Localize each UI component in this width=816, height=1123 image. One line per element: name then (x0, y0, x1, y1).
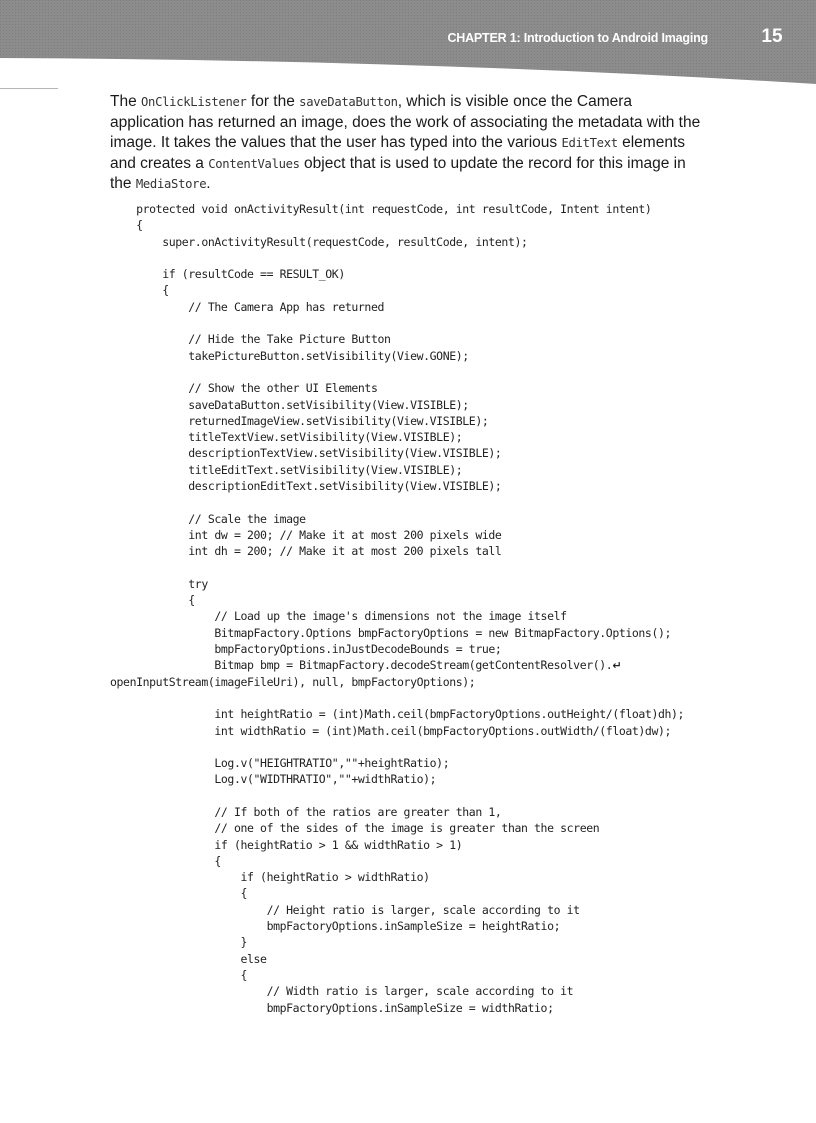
code-line: { (110, 967, 247, 982)
code-line: { (110, 853, 221, 868)
chapter-title: CHAPTER 1: Introduction to Android Imaging (447, 31, 708, 45)
paragraph-line (110, 154, 710, 175)
intro-paragraph (110, 92, 710, 195)
text-run: , which is visible once the Camera (397, 93, 633, 110)
code-line: // Scale the image (110, 511, 306, 526)
code-line: titleEditText.setVisibility(View.VISIBLE); (110, 462, 463, 477)
code-line (110, 739, 800, 755)
page-number: 15 (761, 26, 783, 47)
code-line (110, 494, 800, 510)
code-line: // Load up the image's dimensions not the image itself (110, 609, 567, 624)
code-line: int dw = 200; // Make it at most 200 pixels wide (110, 527, 502, 542)
code-listing (110, 201, 800, 1016)
text-run: . (206, 175, 211, 192)
code-line: takePictureButton.setVisibility(View.GONE); (110, 348, 469, 363)
code-line: // Show the other UI Elements (110, 381, 378, 396)
code-line: BitmapFactory.Options bmpFactoryOptions = new BitmapFactory.Options(); (110, 625, 672, 640)
text-run: The (110, 93, 142, 110)
code-line: titleTextView.setVisibility(View.VISIBLE); (110, 430, 463, 445)
paragraph-line (110, 174, 710, 195)
code-line: { (110, 886, 247, 901)
paragraph-line (110, 92, 710, 113)
code-line: int dh = 200; // Make it at most 200 pixels tall (110, 544, 502, 559)
code-line: Log.v("HEIGHTRATIO",""+heightRatio); (110, 756, 450, 771)
code-line: int widthRatio = (int)Math.ceil(bmpFactoryOptions.outWidth/(float)dw); (110, 723, 672, 738)
code-line: // If both of the ratios are greater than 1, (110, 804, 502, 819)
code-line (110, 690, 800, 706)
inline-code: EditText (561, 136, 618, 150)
code-line (110, 788, 800, 804)
inline-code: saveDataButton (299, 95, 398, 109)
text-run: and creates a (110, 154, 209, 172)
code-line: // Width ratio is larger, scale according to it (110, 984, 574, 999)
code-line: super.onActivityResult(requestCode, resultCode, intent); (110, 234, 528, 249)
code-line: // Height ratio is larger, scale according to it (110, 902, 580, 917)
text-run: the (110, 175, 136, 192)
text-run: for the (246, 93, 300, 110)
text-run: image. It takes the values that the user has typed into the various (110, 134, 562, 151)
code-line: bmpFactoryOptions.inJustDecodeBounds = true; (110, 642, 502, 657)
paragraph-line: application has returned an image, does the work of associating the metadata with the (110, 113, 701, 131)
code-line: openInputStream(imageFileUri), null, bmpFactoryOptions); (110, 674, 476, 689)
code-line: } (110, 935, 247, 950)
code-line (110, 250, 800, 266)
code-line: try (110, 576, 208, 591)
code-line: { (110, 218, 143, 233)
code-line: bmpFactoryOptions.inSampleSize = heightRatio; (110, 919, 561, 934)
code-line: descriptionEditText.setVisibility(View.VISIBLE); (110, 479, 502, 494)
text-run: elements (617, 134, 685, 151)
code-line: returnedImageView.setVisibility(View.VISIBLE); (110, 413, 489, 428)
code-line (110, 315, 800, 331)
margin-rule (0, 88, 58, 89)
code-line: else (110, 951, 267, 966)
paragraph-line (110, 133, 710, 154)
code-line: descriptionTextView.setVisibility(View.VISIBLE); (110, 446, 502, 461)
code-line: bmpFactoryOptions.inSampleSize = widthRatio; (110, 1000, 554, 1015)
code-line (110, 364, 800, 380)
code-line: { (110, 283, 169, 298)
code-line: // one of the sides of the image is greater than the screen (110, 821, 600, 836)
inline-code: OnClickListener (141, 95, 247, 109)
code-line: Log.v("WIDTHRATIO",""+widthRatio); (110, 772, 437, 787)
code-line: // Hide the Take Picture Button (110, 332, 391, 347)
code-line: if (resultCode == RESULT_OK) (110, 267, 345, 282)
code-line: if (heightRatio > 1 && widthRatio > 1) (110, 837, 463, 852)
inline-code: ContentValues (208, 156, 300, 171)
code-line (110, 560, 800, 576)
code-line: if (heightRatio > widthRatio) (110, 870, 430, 885)
code-line: saveDataButton.setVisibility(View.VISIBLE); (110, 397, 469, 412)
code-line-text: Bitmap bmp = BitmapFactory.decodeStream(getContentResolver(). (110, 658, 613, 673)
code-line: { (110, 593, 195, 608)
inline-code: MediaStore (135, 177, 207, 191)
line-continuation-icon: ↵ (612, 659, 622, 673)
code-line: // The Camera App has returned (110, 299, 384, 314)
code-line: int heightRatio = (int)Math.ceil(bmpFactoryOptions.outHeight/(float)dh); (110, 707, 685, 722)
code-line-wrapped (110, 657, 800, 673)
text-run: object that is used to update the record for this image in (299, 154, 686, 172)
code-line: protected void onActivityResult(int requestCode, int resultCode, Intent intent) (110, 202, 652, 216)
